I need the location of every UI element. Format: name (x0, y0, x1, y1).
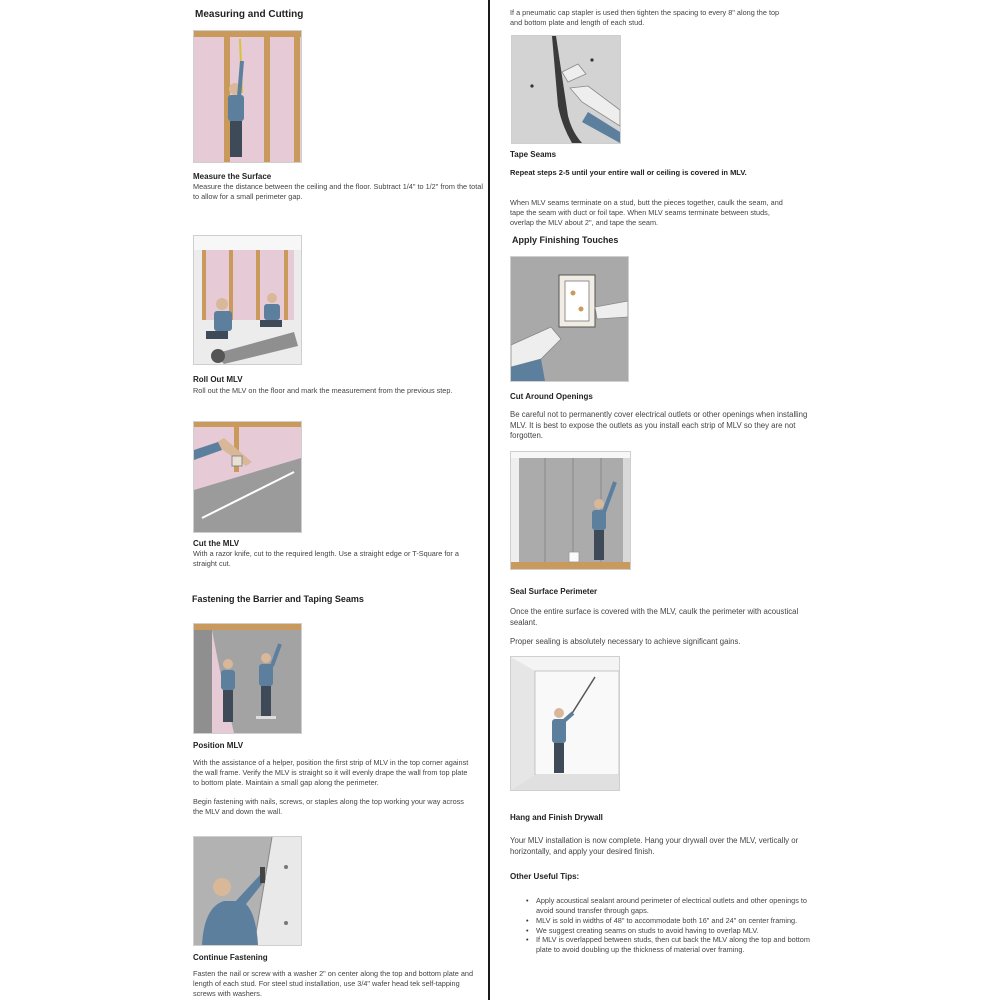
list-item: • If MLV is overlapped between studs, then cut back the MLV along the top and bottom plate to avoid doubling up the thickness of material over framing. (536, 935, 817, 955)
position-text-1: With the assistance of a helper, position the first strip of MLV in the top corner against the wall frame. Verify the MLV is straight so it will evenly drape the wall from top plate to bottom plate. Maintain a small gap along the perimeter. (193, 758, 469, 787)
section-title-finishing: Apply Finishing Touches (512, 235, 619, 245)
seal-text-1: Once the entire surface is covered with the MLV, caulk the perimeter with acoustical sealant. (510, 607, 799, 627)
drywall-title: Hang and Finish Drywall (510, 813, 603, 822)
tape-text: When MLV seams terminate on a stud, butt the pieces together, caulk the seam, and tape the seam with duct or foil tape. When MLV seams terminate between studs, overlap the MLV about 2", and tape the seam. (510, 198, 783, 227)
rollout-title: Roll Out MLV (193, 375, 243, 384)
seal-text-2: Proper sealing is absolutely necessary to achieve significant gains. (510, 637, 741, 646)
cut-title: Cut the MLV (193, 539, 240, 548)
continue-text: Fasten the nail or screw with a washer 2" on center along the top and bottom plate and length of each stud. For steel stud installation, use 3/4" wafer head tek self-tapping screws with washers. (193, 969, 474, 998)
openings-title: Cut Around Openings (510, 392, 593, 401)
worker-caulking-perimeter-illustration (510, 451, 631, 570)
measure-text: Measure the distance between the ceiling and the floor. Subtract 1/4" to 1/2" from the total to allow for a small perimeter gap. (193, 182, 483, 201)
tips-list (522, 896, 817, 955)
rollout-text: Roll out the MLV on the floor and mark the measurement from the previous step. (193, 386, 453, 395)
knife-cutting-mlv-illustration (193, 421, 302, 533)
workers-positioning-mlv-illustration (193, 623, 302, 734)
openings-text: Be careful not to permanently cover electrical outlets or other openings when installing MLV. It is best to expose the outlets as you install each strip of MLV so they are not forgotten. (510, 410, 808, 441)
column-divider (488, 0, 490, 1000)
section-title-fastening: Fastening the Barrier and Taping Seams (192, 594, 364, 604)
tape-title: Tape Seams (510, 150, 557, 159)
tips-title: Other Useful Tips: (510, 872, 580, 881)
cut-text: With a razor knife, cut to the required length. Use a straight edge or T-Square for a straight cut. (193, 549, 459, 568)
worker-measuring-wall-illustration (193, 30, 302, 163)
outlet-cutout-illustration (510, 256, 629, 382)
hand-stapling-mlv-illustration (511, 35, 621, 144)
worker-fastening-illustration (193, 836, 302, 946)
stapler-text: If a pneumatic cap stapler is used then tighten the spacing to every 8" along the top and bottom plate and length of each stud. (510, 8, 780, 27)
list-item: • MLV is sold in widths of 48" to accommodate both 16" and 24" on center framing. (536, 916, 817, 926)
position-text-2: Begin fastening with nails, screws, or staples along the top working your way across the MLV and down the wall. (193, 797, 464, 816)
list-item: • We suggest creating seams on studs to avoid having to overlap MLV. (536, 926, 817, 936)
section-title-measuring: Measuring and Cutting (195, 9, 304, 20)
continue-title: Continue Fastening (193, 953, 268, 962)
list-item: • Apply acoustical sealant around perimeter of electrical outlets and other openings to avoid sound transfer through gaps. (536, 896, 817, 916)
drywall-text: Your MLV installation is now complete. Hang your drywall over the MLV, vertically or horizontally, and apply your desired finish. (510, 836, 799, 856)
seal-title: Seal Surface Perimeter (510, 587, 598, 596)
position-title: Position MLV (193, 741, 244, 750)
worker-finishing-drywall-illustration (510, 656, 620, 791)
repeat-text: Repeat steps 2-5 until your entire wall or ceiling is covered in MLV. (510, 168, 747, 177)
workers-rolling-mlv-illustration (193, 235, 302, 365)
measure-title: Measure the Surface (193, 172, 272, 181)
